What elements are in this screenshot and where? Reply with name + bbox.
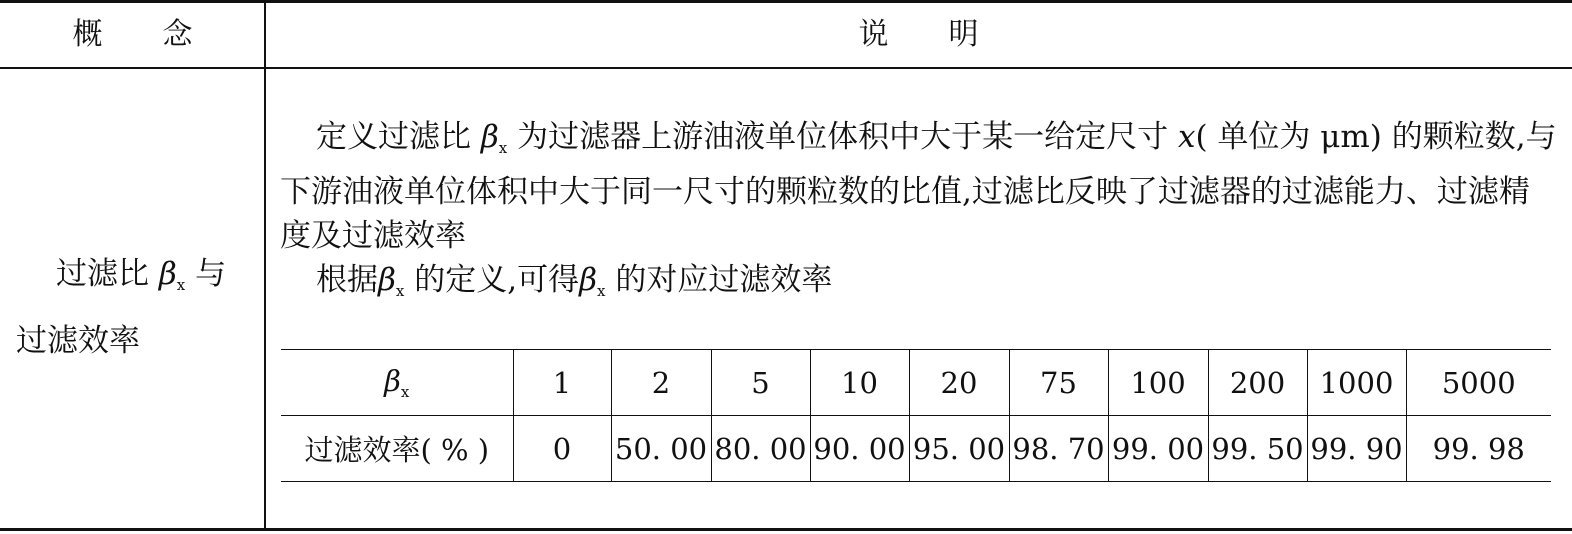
concept-line-1: 过滤比 $\beta_x$ 与	[56, 256, 227, 294]
efficiency-value: 99. 50	[1208, 416, 1307, 482]
efficiency-value: 99. 00	[1108, 416, 1208, 482]
description-paragraphs	[280, 115, 1560, 313]
efficiency-paragraph: 根据$\beta_x$ 的定义,可得$\beta_x$ 的对应过滤效率	[316, 262, 833, 300]
efficiency-value: 98. 70	[1009, 416, 1108, 482]
beta-value: 5	[711, 350, 810, 416]
efficiency-value: 99. 98	[1406, 416, 1551, 482]
efficiency-row	[281, 416, 1551, 482]
beta-value: 20	[909, 350, 1009, 416]
beta-value: 1000	[1307, 350, 1406, 416]
header-description: 说 明	[858, 17, 979, 52]
top-rule	[0, 0, 1572, 3]
beta-value: 100	[1108, 350, 1208, 416]
efficiency-table	[281, 349, 1551, 482]
efficiency-value: 50. 00	[611, 416, 711, 482]
bottom-rule	[0, 528, 1572, 531]
efficiency-row-label: 过滤效率( % )	[304, 433, 490, 467]
beta-row	[281, 350, 1551, 416]
beta-value: 5000	[1406, 350, 1551, 416]
beta-value: 200	[1208, 350, 1307, 416]
efficiency-value: 80. 00	[711, 416, 810, 482]
efficiency-value: 90. 00	[810, 416, 909, 482]
efficiency-value: 95. 00	[909, 416, 1009, 482]
definition-paragraph: 定义过滤比 $\beta_x$ 为过滤器上游油液单位体积中大于某一给定尺寸 x( 单位为 μm) 的颗粒数,与下游油液单位体积中大于同一尺寸的颗粒数的比值,过滤比反映了过滤器的过滤能力、过滤精度及过滤效率	[280, 119, 1557, 254]
header-rule	[0, 67, 1572, 69]
efficiency-value: 0	[513, 416, 611, 482]
concept-cell	[16, 246, 256, 369]
beta-symbol: β	[158, 256, 177, 292]
beta-row-label: $\beta_x$	[281, 350, 513, 416]
beta-value: 10	[810, 350, 909, 416]
beta-value: 75	[1009, 350, 1108, 416]
header-concept: 概 念	[72, 17, 193, 52]
column-divider	[264, 0, 266, 530]
efficiency-value: 99. 90	[1307, 416, 1406, 482]
beta-value: 1	[513, 350, 611, 416]
concept-line-2: 过滤效率	[16, 323, 140, 359]
beta-value: 2	[611, 350, 711, 416]
